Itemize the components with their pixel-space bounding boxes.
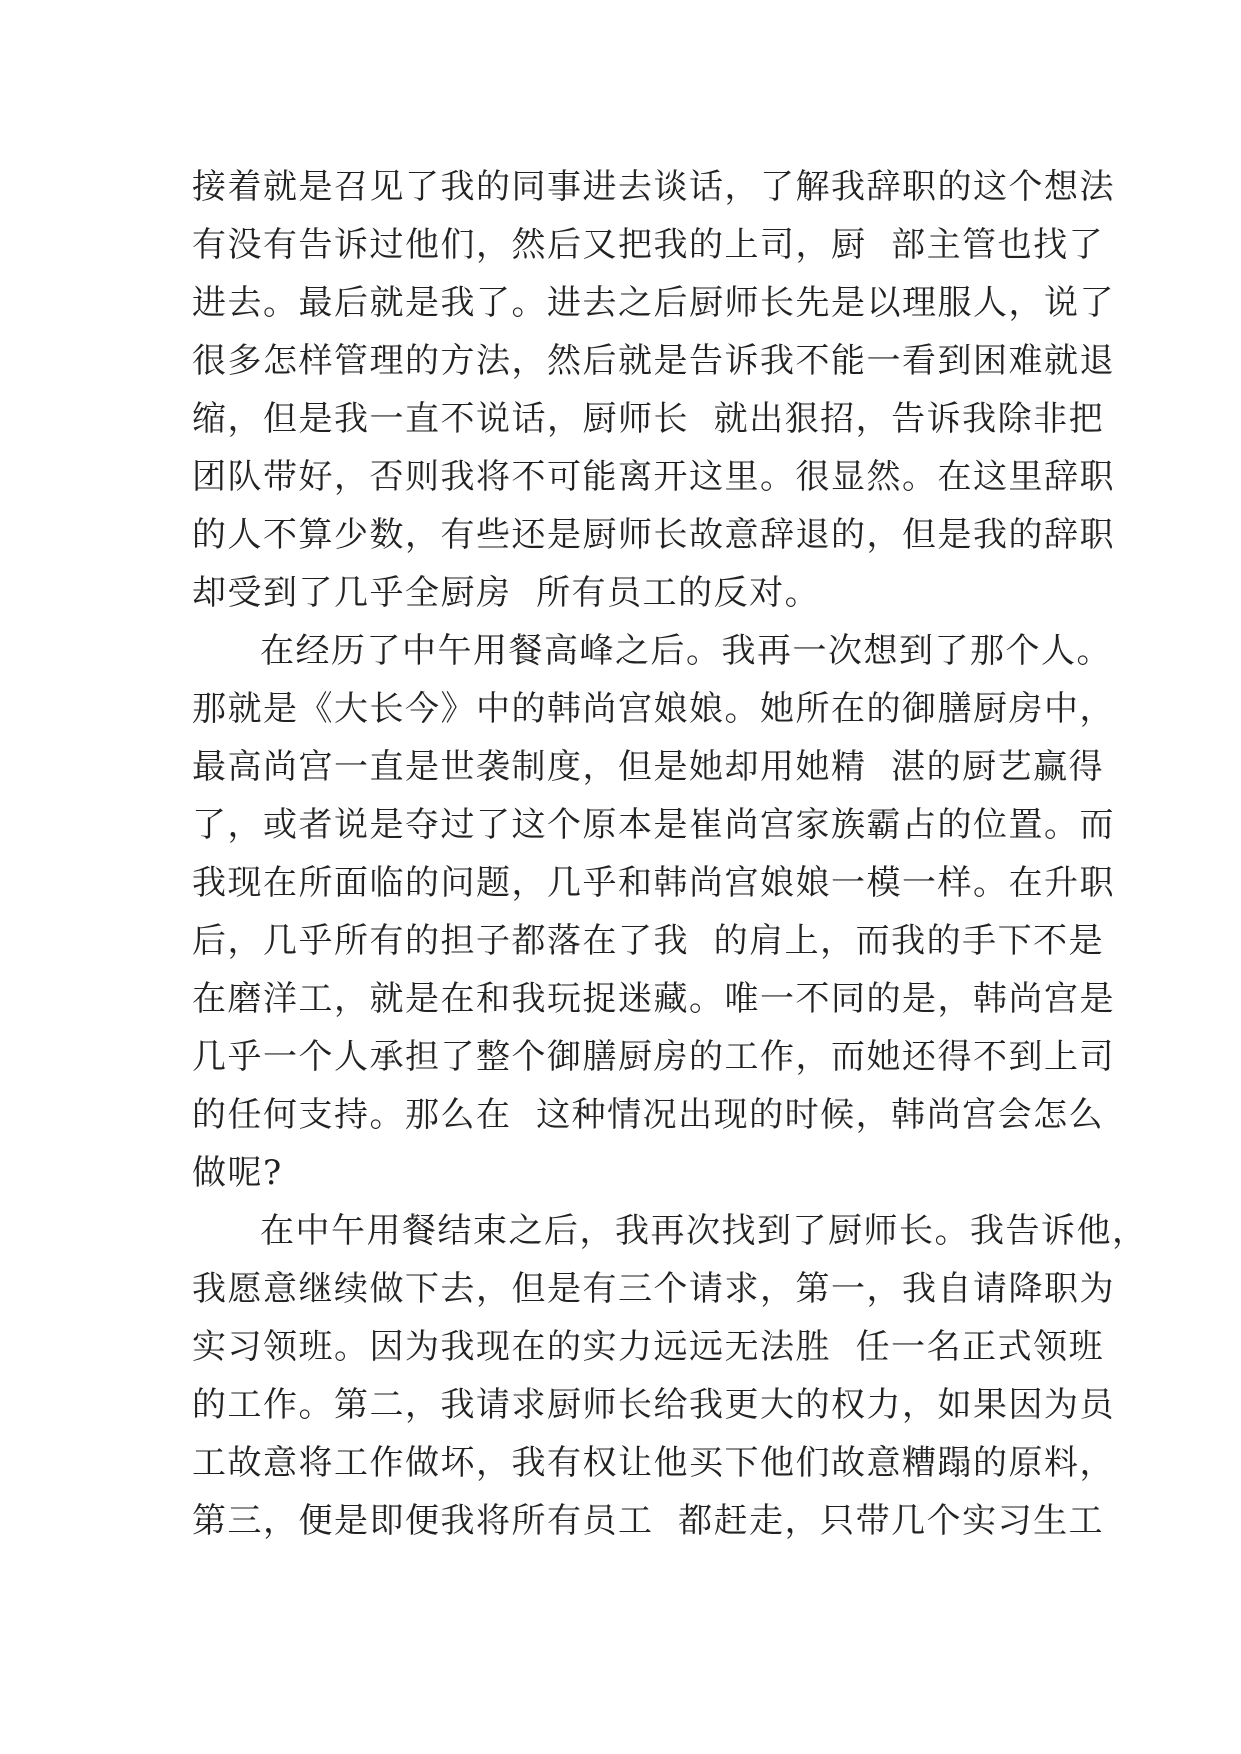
- text-line: 缩，但是我一直不说话，厨师长 就出狠招，告诉我除非把: [192, 399, 1105, 439]
- text-line: 在经历了中午用餐高峰之后。我再一次想到了那个人。: [260, 631, 1112, 671]
- text-line: 最高尚宫一直是世袭制度，但是她却用她精 湛的厨艺赢得: [192, 747, 1105, 787]
- text-line: 很多怎样管理的方法，然后就是告诉我不能一看到困难就退: [192, 341, 1115, 381]
- paragraph-2: [192, 622, 1115, 1202]
- text-line: 工故意将工作做坏，我有权让他买下他们故意糟蹋的原料，: [192, 1443, 1115, 1483]
- text-line: 的人不算少数，有些还是厨师长故意辞退的，但是我的辞职: [192, 515, 1115, 555]
- text-line: 后，几乎所有的担子都落在了我 的肩上，而我的手下不是: [192, 921, 1105, 961]
- text-line: 的工作。第二，我请求厨师长给我更大的权力，如果因为员: [192, 1385, 1115, 1425]
- text-line: 在中午用餐结束之后，我再次找到了厨师长。我告诉他，: [260, 1211, 1148, 1251]
- text-line: 实习领班。因为我现在的实力远远无法胜 任一名正式领班: [192, 1327, 1105, 1367]
- text-line: 有没有告诉过他们，然后又把我的上司，厨 部主管也找了: [192, 225, 1105, 265]
- text-line: 几乎一个人承担了整个御膳厨房的工作，而她还得不到上司: [192, 1037, 1115, 1077]
- text-line: 了，或者说是夺过了这个原本是崔尚宫家族霸占的位置。而: [192, 805, 1115, 845]
- text-line: 第三，便是即便我将所有员工 都赶走，只带几个实习生工: [192, 1501, 1105, 1541]
- text-line: 做呢?: [192, 1153, 283, 1193]
- paragraph-3: [192, 1202, 1148, 1550]
- text-line: 我愿意继续做下去，但是有三个请求，第一，我自请降职为: [192, 1269, 1115, 1309]
- text-line: 却受到了几乎全厨房 所有员工的反对。: [192, 573, 821, 613]
- text-line: 的任何支持。那么在 这种情况出现的时候，韩尚宫会怎么: [192, 1095, 1105, 1135]
- body-text: [192, 158, 1148, 1550]
- text-line: 接着就是召见了我的同事进去谈话，了解我辞职的这个想法: [192, 167, 1115, 207]
- paragraph-1: [192, 158, 1115, 622]
- text-line: 那就是《大长今》中的韩尚宫娘娘。她所在的御膳厨房中，: [192, 689, 1115, 729]
- text-line: 我现在所面临的问题，几乎和韩尚宫娘娘一模一样。在升职: [192, 863, 1115, 903]
- text-line: 团队带好，否则我将不可能离开这里。很显然。在这里辞职: [192, 457, 1115, 497]
- text-line: 在磨洋工，就是在和我玩捉迷藏。唯一不同的是，韩尚宫是: [192, 979, 1115, 1019]
- text-line: 进去。最后就是我了。进去之后厨师长先是以理服人，说了: [192, 283, 1115, 323]
